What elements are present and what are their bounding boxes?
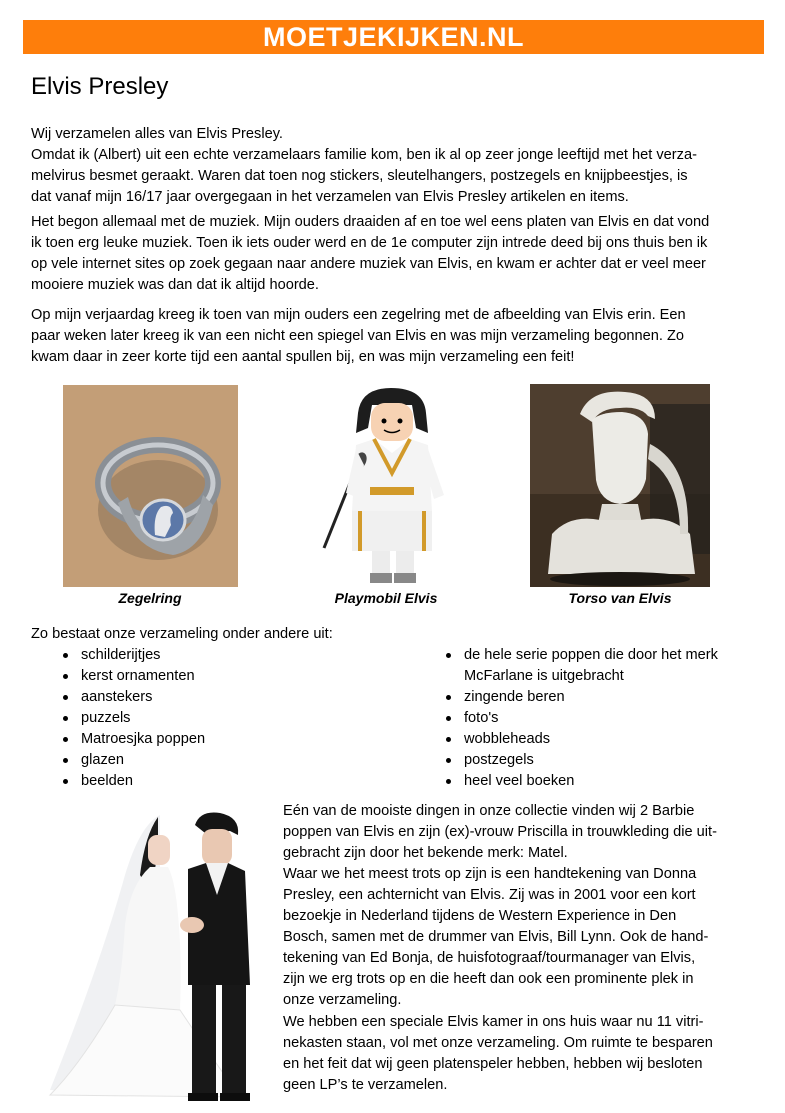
list-item: schilderijtjes	[61, 645, 205, 666]
list-item: heel veel boeken	[444, 771, 718, 792]
text-line: McFarlane is uitgebracht	[464, 668, 624, 684]
music-paragraph	[31, 212, 731, 296]
text-line: We hebben een speciale Elvis kamer in ons huis waar nu 11 vitri-	[283, 1014, 704, 1030]
text-line: poppen van Elvis en zijn (ex)-vrouw Priscilla in trouwkleding die uit-	[283, 824, 717, 840]
text-line: geen LP’s te verzamelen.	[283, 1077, 448, 1093]
ring-photo	[63, 385, 238, 587]
site-banner: MOETJEKIJKEN.NL	[23, 20, 764, 54]
text-line: ik toen erg leuke muziek. Toen ik iets ouder werd en de 1e computer zijn intrede deed bij ons thuis ben ik	[31, 235, 708, 251]
text-line: bezoekje in Nederland tijdens de Western Experience in Den	[283, 908, 677, 924]
text-line: mooiere muziek was dan dat ik altijd hoorde.	[31, 277, 319, 293]
text-line: melvirus besmet geraakt. Waren dat toen nog stickers, sleutelhangers, postzegels en knijpbeestjes, is	[31, 168, 688, 184]
text-line: dat vanaf mijn 16/17 jaar overgegaan in het verzamelen van Elvis Presley artikelen en items.	[31, 189, 629, 205]
text-line: Wij verzamelen alles van Elvis Presley.	[31, 126, 283, 142]
text-line: Waar we het meest trots op zijn is een handtekening van Donna	[283, 866, 697, 882]
list-item: postzegels	[444, 750, 718, 771]
torso-caption: Torso van Elvis	[568, 590, 672, 606]
list-item: kerst ornamenten	[61, 666, 205, 687]
playmobil-photo	[316, 383, 466, 588]
text-line: Omdat ik (Albert) uit een echte verzamelaars familie kom, ben ik al op zeer jonge leeftijd met het verza-	[31, 147, 697, 163]
text-line: de hele serie poppen die door het merk	[464, 647, 718, 663]
list-item: beelden	[61, 771, 205, 792]
collection-intro	[31, 624, 731, 645]
text-line: gebracht zijn door het bekende merk: Matel.	[283, 845, 568, 861]
text-line: paar weken later kreeg ik van een nicht een spiegel van Elvis en was mijn verzameling begonnen. Zo	[31, 328, 685, 344]
torso-photo	[530, 384, 710, 587]
list-item: puzzels	[61, 708, 205, 729]
list-item	[444, 645, 718, 687]
intro-paragraph	[31, 124, 731, 208]
barbie-paragraph	[283, 801, 753, 1011]
text-line: Bosch, samen met de drummer van Elvis, Bill Lynn. Ook de hand-	[283, 929, 709, 945]
list-item: Matroesjka poppen	[61, 729, 205, 750]
text-line: kwam daar in zeer korte tijd een aantal spullen bij, en was mijn verzameling een feit!	[31, 349, 575, 365]
text-line: Presley, een achternicht van Elvis. Zij was in 2001 voor een kort	[283, 887, 696, 903]
list-item: foto's	[444, 708, 718, 729]
text-line: Het begon allemaal met de muziek. Mijn ouders draaiden af en toe wel eens platen van Elvis en dat vond	[31, 214, 710, 230]
text-line: tekening van Ed Bonja, de huisfotograaf/tourmanager van Elvis,	[283, 950, 696, 966]
text-line: nekasten staan, vol met onze verzameling. Om ruimte te besparen	[283, 1035, 713, 1051]
list-item: zingende beren	[444, 687, 718, 708]
text-line: onze verzameling.	[283, 992, 402, 1008]
text-line: Op mijn verjaardag kreeg ik toen van mijn ouders een zegelring met de afbeelding van Elvis erin. Een	[31, 307, 686, 323]
list-item: aanstekers	[61, 687, 205, 708]
text-line: Zo bestaat onze verzameling onder andere uit:	[31, 626, 333, 642]
collection-list-left	[61, 645, 205, 792]
text-line: op vele internet sites op zoek gegaan naar andere muziek van Elvis, en kwam er achter dat er veel meer	[31, 256, 706, 272]
text-line: Eén van de mooiste dingen in onze collectie vinden wij 2 Barbie	[283, 803, 695, 819]
collection-list-right	[444, 645, 718, 792]
barbie-wedding-photo	[30, 805, 270, 1110]
text-line: en het feit dat wij geen platenspeler hebben, hebben wij besloten	[283, 1056, 703, 1072]
list-item: glazen	[61, 750, 205, 771]
list-item: wobbleheads	[444, 729, 718, 750]
page-title: Elvis Presley	[31, 73, 169, 100]
elvis-room-paragraph	[283, 1012, 753, 1096]
playmobil-caption: Playmobil Elvis	[334, 590, 438, 606]
birthday-paragraph	[31, 305, 731, 368]
ring-caption: Zegelring	[118, 590, 182, 606]
text-line: zijn we erg trots op en die heeft dan ook een prominente plek in	[283, 971, 694, 987]
